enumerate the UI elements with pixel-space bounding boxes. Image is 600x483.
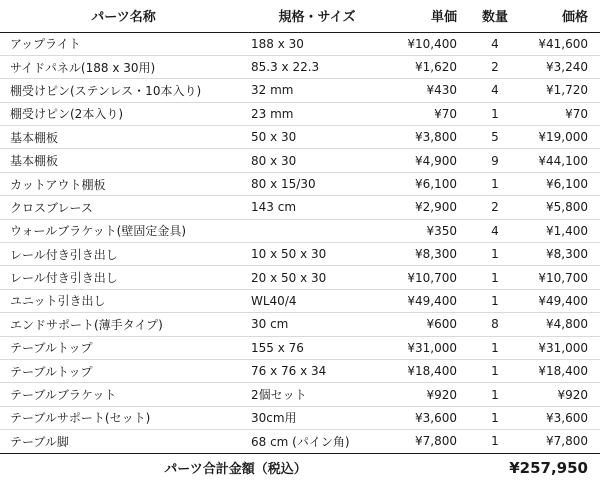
cell-part-name: ウォールブラケット(壁固定金具)	[0, 219, 247, 242]
cell-price: ¥10,700	[519, 266, 600, 289]
table-row	[0, 32, 600, 55]
cell-price: ¥18,400	[519, 359, 600, 382]
cell-part-name: 基本棚板	[0, 126, 247, 149]
cell-part-name: アップライト	[0, 32, 247, 55]
cell-quantity: 1	[471, 102, 519, 125]
cell-price: ¥19,000	[519, 126, 600, 149]
cell-spec-size: WL40/4	[247, 289, 387, 312]
table-row	[0, 102, 600, 125]
cell-part-name: テーブルトップ	[0, 336, 247, 359]
cell-unit-price: ¥31,000	[387, 336, 471, 359]
cell-quantity: 4	[471, 32, 519, 55]
cell-quantity: 1	[471, 266, 519, 289]
cell-spec-size: 30cm用	[247, 406, 387, 429]
table-row	[0, 313, 600, 336]
cell-spec-size: 50 x 30	[247, 126, 387, 149]
cell-quantity: 2	[471, 55, 519, 78]
cell-price: ¥1,720	[519, 79, 600, 102]
header-spec-size: 規格・サイズ	[247, 0, 387, 32]
cell-part-name: 棚受けピン(2本入り)	[0, 102, 247, 125]
cell-spec-size: 188 x 30	[247, 32, 387, 55]
cell-spec-size: 2個セット	[247, 383, 387, 406]
cell-spec-size: 76 x 76 x 34	[247, 359, 387, 382]
cell-unit-price: ¥350	[387, 219, 471, 242]
cell-part-name: テーブルサポート(セット)	[0, 406, 247, 429]
table-footer	[0, 453, 600, 482]
total-label: パーツ合計金額（税込）	[164, 462, 307, 478]
table-row	[0, 126, 600, 149]
cell-unit-price: ¥70	[387, 102, 471, 125]
cell-spec-size	[247, 219, 387, 242]
cell-quantity: 4	[471, 79, 519, 102]
table-row	[0, 196, 600, 219]
table-row	[0, 359, 600, 382]
cell-unit-price: ¥1,620	[387, 55, 471, 78]
cell-part-name: ユニット引き出し	[0, 289, 247, 312]
cell-part-name: レール付き引き出し	[0, 266, 247, 289]
cell-spec-size: 85.3 x 22.3	[247, 55, 387, 78]
cell-price: ¥3,240	[519, 55, 600, 78]
cell-part-name: エンドサポート(薄手タイプ)	[0, 313, 247, 336]
cell-part-name: サイドパネル(188 x 30用)	[0, 55, 247, 78]
cell-unit-price: ¥3,800	[387, 126, 471, 149]
cell-unit-price: ¥18,400	[387, 359, 471, 382]
cell-unit-price: ¥8,300	[387, 243, 471, 266]
cell-part-name: クロスブレース	[0, 196, 247, 219]
table-row	[0, 55, 600, 78]
cell-part-name: 棚受けピン(ステンレス・10本入り)	[0, 79, 247, 102]
cell-price: ¥31,000	[519, 336, 600, 359]
header-price: 価格	[519, 0, 600, 32]
cell-price: ¥4,800	[519, 313, 600, 336]
cell-spec-size: 80 x 30	[247, 149, 387, 172]
header-quantity: 数量	[471, 0, 519, 32]
table-row	[0, 289, 600, 312]
table-header	[0, 0, 600, 32]
cell-quantity: 8	[471, 313, 519, 336]
table-row	[0, 430, 600, 453]
cell-unit-price: ¥4,900	[387, 149, 471, 172]
cell-part-name: レール付き引き出し	[0, 243, 247, 266]
table-row	[0, 172, 600, 195]
cell-part-name: テーブル脚	[0, 430, 247, 453]
cell-quantity: 5	[471, 126, 519, 149]
cell-unit-price: ¥600	[387, 313, 471, 336]
total-row	[0, 453, 600, 482]
cell-unit-price: ¥2,900	[387, 196, 471, 219]
cell-spec-size: 30 cm	[247, 313, 387, 336]
cell-spec-size: 143 cm	[247, 196, 387, 219]
header-part-name: パーツ名称	[0, 0, 247, 32]
table-row	[0, 79, 600, 102]
cell-quantity: 1	[471, 289, 519, 312]
table-row	[0, 149, 600, 172]
cell-price: ¥44,100	[519, 149, 600, 172]
cell-spec-size: 68 cm (パイン角)	[247, 430, 387, 453]
cell-price: ¥1,400	[519, 219, 600, 242]
cell-unit-price: ¥10,400	[387, 32, 471, 55]
cell-quantity: 2	[471, 196, 519, 219]
table-row	[0, 383, 600, 406]
cell-part-name: テーブルトップ	[0, 359, 247, 382]
cell-part-name: 基本棚板	[0, 149, 247, 172]
header-unit-price: 単価	[387, 0, 471, 32]
cell-price: ¥3,600	[519, 406, 600, 429]
table-row	[0, 219, 600, 242]
cell-price: ¥7,800	[519, 430, 600, 453]
cell-price: ¥41,600	[519, 32, 600, 55]
cell-quantity: 1	[471, 243, 519, 266]
table-row	[0, 336, 600, 359]
cell-spec-size: 32 mm	[247, 79, 387, 102]
cell-price: ¥6,100	[519, 172, 600, 195]
cell-unit-price: ¥430	[387, 79, 471, 102]
header-row	[0, 0, 600, 32]
cell-quantity: 1	[471, 336, 519, 359]
cell-spec-size: 155 x 76	[247, 336, 387, 359]
cell-unit-price: ¥920	[387, 383, 471, 406]
cell-price: ¥8,300	[519, 243, 600, 266]
cell-unit-price: ¥6,100	[387, 172, 471, 195]
cell-spec-size: 80 x 15/30	[247, 172, 387, 195]
cell-spec-size: 23 mm	[247, 102, 387, 125]
cell-unit-price: ¥7,800	[387, 430, 471, 453]
table-row	[0, 266, 600, 289]
cell-part-name: テーブルブラケット	[0, 383, 247, 406]
cell-quantity: 9	[471, 149, 519, 172]
cell-quantity: 1	[471, 172, 519, 195]
table-row	[0, 243, 600, 266]
cell-price: ¥49,400	[519, 289, 600, 312]
cell-quantity: 1	[471, 359, 519, 382]
cell-quantity: 1	[471, 406, 519, 429]
cell-unit-price: ¥10,700	[387, 266, 471, 289]
table-body	[0, 32, 600, 453]
cell-unit-price: ¥3,600	[387, 406, 471, 429]
cell-price: ¥5,800	[519, 196, 600, 219]
table-row	[0, 406, 600, 429]
cell-quantity: 1	[471, 383, 519, 406]
cell-price: ¥920	[519, 383, 600, 406]
cell-quantity: 4	[471, 219, 519, 242]
cell-part-name: カットアウト棚板	[0, 172, 247, 195]
cell-spec-size: 20 x 50 x 30	[247, 266, 387, 289]
cell-spec-size: 10 x 50 x 30	[247, 243, 387, 266]
cell-quantity: 1	[471, 430, 519, 453]
total-value: ¥257,950	[509, 458, 588, 477]
cell-price: ¥70	[519, 102, 600, 125]
cell-unit-price: ¥49,400	[387, 289, 471, 312]
